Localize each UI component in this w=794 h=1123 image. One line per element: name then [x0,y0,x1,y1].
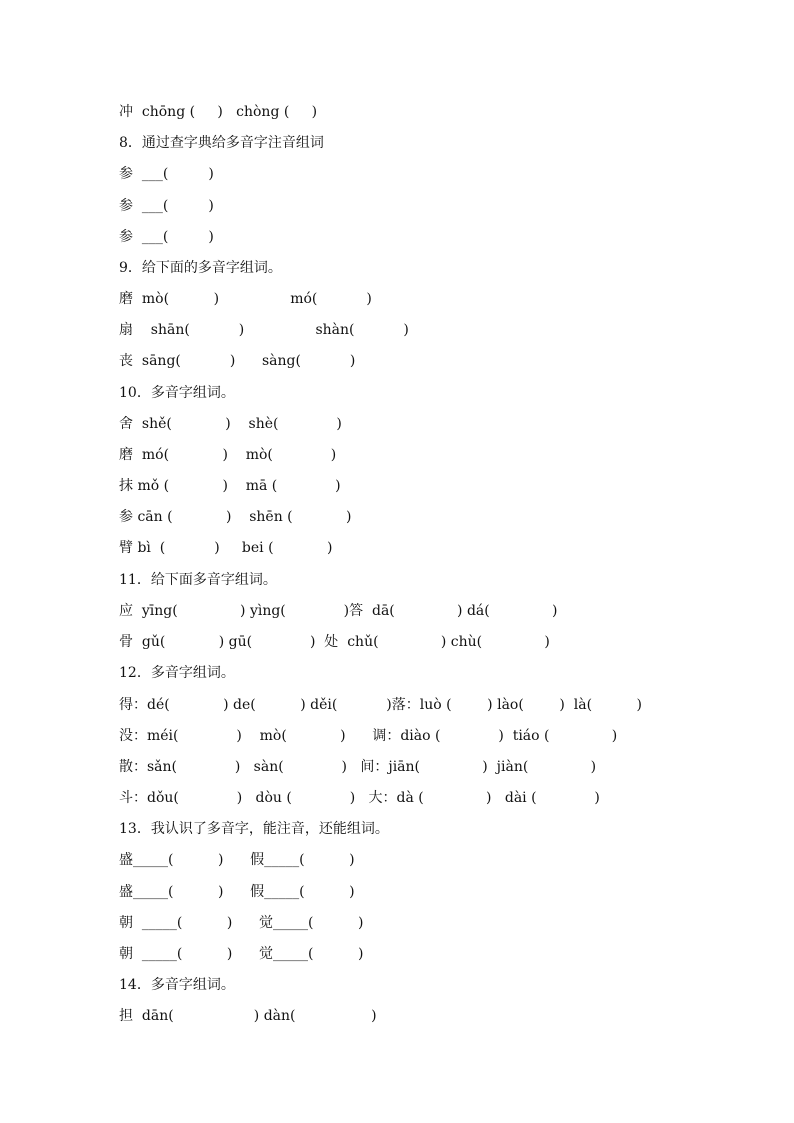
question-11-line-2: 骨 gǔ( ) gū( ) 处 chǔ( ) chù( ) [119,634,550,650]
question-10-line-bi: 臂 bì ( ) bei ( ) [119,540,333,556]
question-13-line-3: 朝 _____( ) 觉_____( ) [119,915,364,931]
question-13-line-2: 盛_____( ) 假_____( ) [119,884,355,900]
question-14-heading: 14．多音字组词。 [119,977,235,993]
question-12-line-3: 散：sǎn( ) sàn( ) 间：jiān( ) jiàn( ) [119,759,597,775]
question-8-line-1: 参 ___( ) [119,166,214,182]
question-10-heading: 10．多音字组词。 [119,385,235,401]
question-8-line-3: 参 ___( ) [119,229,214,245]
question-14-line-dan: 担 dān( ) dàn( ) [119,1008,377,1024]
question-12-heading: 12．多音字组词。 [119,665,235,681]
question-13-heading: 13．我认识了多音字，能注音，还能组词。 [119,821,389,837]
question-13-line-1: 盛_____( ) 假_____( ) [119,852,355,868]
question-9-line-mo: 磨 mò( ) mó( ) [119,291,372,307]
question-12-line-1: 得：dé( ) de( ) děi( )落：luò ( ) lào( ) là( ) [119,697,643,713]
question-10-line-she: 舍 shě( ) shè( ) [119,416,342,432]
question-12-line-4: 斗：dǒu( ) dòu ( ) 大：dà ( ) dài ( ) [119,790,600,806]
question-10-line-mo: 磨 mó( ) mò( ) [119,447,337,463]
question-12-line-2: 没：méi( ) mò( ) 调：diào ( ) tiáo ( ) [119,728,618,744]
question-8-heading: 8．通过查字典给多音字注音组词 [119,135,324,151]
question-8-line-2: 参 ___( ) [119,198,214,214]
question-9-line-sang: 丧 sāng( ) sàng( ) [119,353,356,369]
question-9-heading: 9．给下面的多音字组词。 [119,260,282,276]
question-11-heading: 11．给下面多音字组词。 [119,572,277,588]
question-10-line-can: 参 cān ( ) shēn ( ) [119,509,352,525]
question-10-line-ma: 抹 mǒ ( ) mā ( ) [119,478,341,494]
item-7-line-chong: 冲 chōng ( ) chòng ( ) [119,104,318,120]
question-13-line-4: 朝 _____( ) 觉_____( ) [119,946,364,962]
question-11-line-1: 应 yīng( ) yìng( )答 dā( ) dá( ) [119,603,558,619]
question-9-line-shan: 扇 shān( ) shàn( ) [119,322,409,338]
